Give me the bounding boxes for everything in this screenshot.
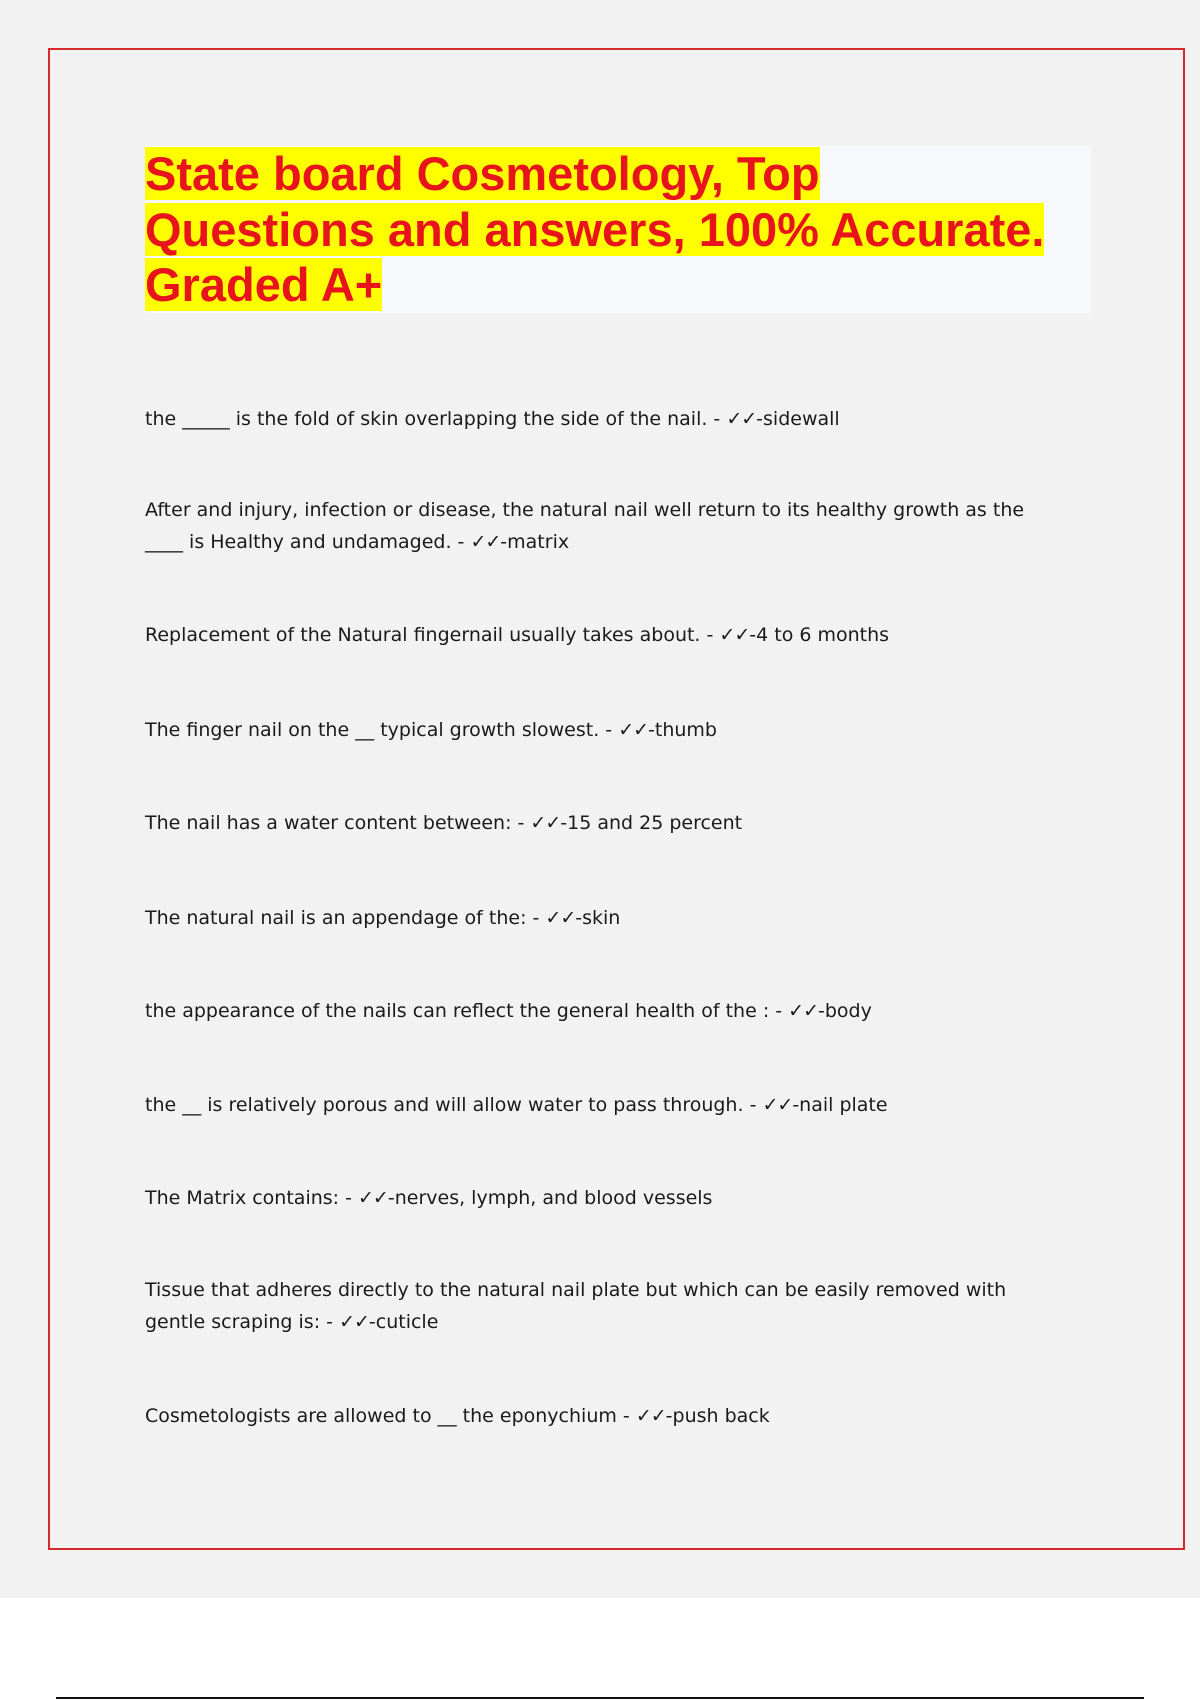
qa-item [145, 1089, 1065, 1121]
check-marks-icon: ✓✓ [339, 1311, 369, 1333]
answer-text: -nerves, lymph, and blood vessels [387, 1187, 713, 1209]
title-line-2: Questions and answers, 100% Accurate. [145, 202, 1045, 256]
separator: - [599, 719, 619, 741]
separator: - [526, 907, 546, 929]
separator: - [707, 408, 727, 430]
answer-text: -matrix [500, 531, 570, 553]
title-line-3: Graded A+ [145, 258, 383, 311]
question-text: The nail has a water content between: [145, 812, 512, 834]
question-text: After and injury, infection or disease, the natural nail well return to its healthy growth as the ____ is Healthy and undamaged. [145, 499, 1025, 553]
check-marks-icon: ✓✓ [545, 907, 576, 929]
separator: - [743, 1094, 763, 1116]
qa-item [145, 1274, 1065, 1338]
check-marks-icon: ✓✓ [762, 1094, 793, 1116]
question-text: The finger nail on the __ typical growth slowest. [145, 719, 600, 741]
question-text: the _____ is the fold of skin overlapping the side of the nail. [145, 408, 708, 430]
answer-text: -15 and 25 percent [560, 812, 743, 834]
separator: - [339, 1187, 359, 1209]
qa-item [145, 714, 1065, 746]
check-marks-icon: ✓✓ [719, 624, 750, 646]
separator: - [700, 624, 720, 646]
qa-item [145, 995, 1065, 1027]
question-text: The Matrix contains: [145, 1187, 340, 1209]
check-marks-icon: ✓✓ [530, 812, 561, 834]
qa-item [145, 619, 1065, 651]
qa-item [145, 1182, 1065, 1214]
question-text: the appearance of the nails can reflect the general health of the : [145, 1000, 770, 1022]
separator: - [320, 1311, 340, 1333]
question-text: Replacement of the Natural fingernail usually takes about. [145, 624, 701, 646]
title-line-1: State board Cosmetology, Top [145, 147, 820, 200]
check-marks-icon: ✓✓ [470, 531, 501, 553]
footer-divider [56, 1697, 1144, 1699]
question-text: Cosmetologists are allowed to __ the eponychium [145, 1405, 617, 1427]
question-text: The natural nail is an appendage of the: [145, 907, 527, 929]
qa-item [145, 403, 1065, 435]
check-marks-icon: ✓✓ [618, 719, 649, 741]
answer-text: -nail plate [792, 1094, 888, 1116]
question-text: the __ is relatively porous and will allow water to pass through. [145, 1094, 744, 1116]
qa-item [145, 494, 1065, 558]
separator: - [616, 1405, 636, 1427]
document-title [145, 146, 1075, 313]
qa-item [145, 902, 1065, 934]
answer-text: -4 to 6 months [749, 624, 890, 646]
qa-item [145, 1400, 1065, 1432]
answer-text: -cuticle [368, 1311, 439, 1333]
answer-text: -body [818, 1000, 872, 1022]
answer-text: -thumb [648, 719, 717, 741]
separator: - [451, 531, 471, 553]
question-text: Tissue that adheres directly to the natural nail plate but which can be easily removed with gentle scraping is: [145, 1279, 1007, 1333]
answer-text: -push back [665, 1405, 770, 1427]
check-marks-icon: ✓✓ [635, 1405, 666, 1427]
check-marks-icon: ✓✓ [788, 1000, 819, 1022]
separator: - [769, 1000, 789, 1022]
answer-text: -sidewall [756, 408, 840, 430]
qa-item [145, 807, 1065, 839]
separator: - [511, 812, 531, 834]
check-marks-icon: ✓✓ [358, 1187, 388, 1209]
check-marks-icon: ✓✓ [726, 408, 757, 430]
answer-text: -skin [575, 907, 621, 929]
